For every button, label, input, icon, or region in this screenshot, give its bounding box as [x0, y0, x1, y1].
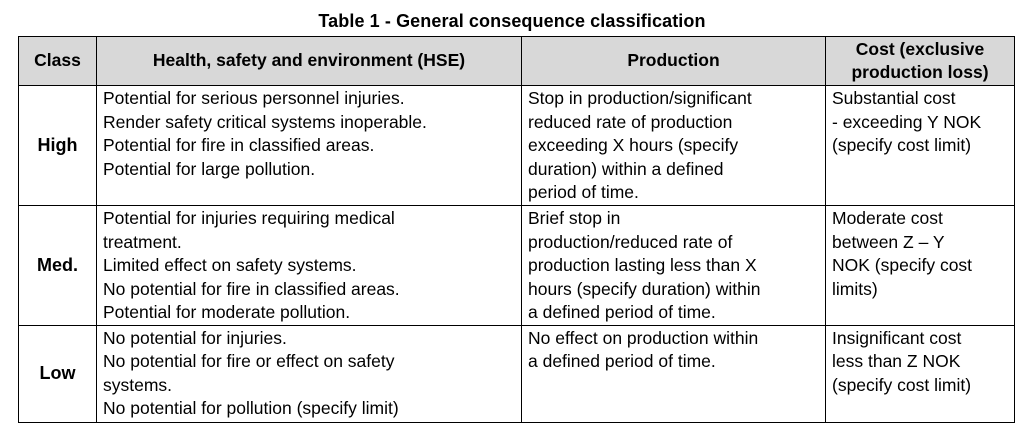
header-class: Class	[19, 37, 97, 86]
cell-line: systems.	[103, 374, 173, 395]
header-cost-line: Cost (exclusive	[855, 38, 985, 59]
table-header-row	[19, 37, 1015, 86]
cell-line: Insignificant cost	[832, 327, 962, 348]
hse-cell	[97, 206, 522, 326]
cell-line: a defined period of time.	[528, 351, 716, 371]
class-cell: Low	[19, 325, 97, 422]
cell-line: No potential for fire in classified areas.	[103, 278, 400, 299]
cell-line: No potential for injuries.	[103, 327, 287, 348]
cell-line: hours (specify duration) within	[528, 278, 761, 299]
cell-line: (specify cost limit)	[832, 374, 972, 395]
cell-line: Substantial cost	[832, 88, 956, 108]
cost-cell	[826, 206, 1015, 326]
cost-cell	[826, 325, 1015, 422]
cell-line: limits)	[832, 278, 878, 299]
header-cost-line: production loss)	[851, 62, 989, 82]
cell-line: production/reduced rate of	[528, 231, 733, 252]
cell-line: No potential for pollution (specify limit)	[103, 398, 399, 418]
production-cell	[522, 206, 826, 326]
cell-line: NOK (specify cost	[832, 255, 973, 275]
cell-line: Potential for moderate pollution.	[103, 302, 351, 322]
cell-line: Potential for serious personnel injuries.	[103, 88, 405, 108]
cell-line: No potential for fire or effect on safety	[103, 351, 395, 371]
cell-line: Potential for large pollution.	[103, 158, 316, 179]
cell-line: reduced rate of production	[528, 111, 733, 132]
cell-line: less than Z NOK	[832, 351, 961, 371]
cell-line: No effect on production within	[528, 327, 759, 348]
cell-line: production lasting less than X	[528, 255, 757, 275]
cell-line: treatment.	[103, 231, 182, 252]
header-hse: Health, safety and environment (HSE)	[97, 37, 522, 86]
cell-line: Potential for injuries requiring medical	[103, 208, 395, 228]
hse-cell	[97, 325, 522, 422]
cell-line: Render safety critical systems inoperable.	[103, 111, 427, 132]
cell-line: Moderate cost	[832, 208, 943, 228]
cell-line: Potential for fire in classified areas.	[103, 135, 375, 155]
cell-line: duration) within a defined	[528, 158, 724, 179]
table-row-med	[19, 206, 1015, 326]
table-row-low	[19, 325, 1015, 422]
cell-line: exceeding X hours (specify	[528, 135, 739, 155]
production-cell	[522, 86, 826, 206]
table-row-high	[19, 86, 1015, 206]
cell-line: Brief stop in	[528, 208, 621, 228]
production-cell	[522, 325, 826, 422]
table-caption: Table 1 - General consequence classification	[318, 11, 706, 31]
consequence-classification-table	[18, 36, 1015, 423]
cell-line: Limited effect on safety systems.	[103, 255, 357, 275]
class-cell: High	[19, 86, 97, 206]
cell-line: Stop in production/significant	[528, 88, 752, 108]
cell-line: - exceeding Y NOK	[832, 111, 982, 132]
cell-line: between Z – Y	[832, 231, 945, 252]
cell-line: a defined period of time.	[528, 302, 716, 322]
hse-cell	[97, 86, 522, 206]
cost-cell	[826, 86, 1015, 206]
cell-line: period of time.	[528, 182, 639, 202]
header-production: Production	[522, 37, 826, 86]
cell-line: (specify cost limit)	[832, 135, 972, 155]
class-cell: Med.	[19, 206, 97, 326]
header-cost	[826, 37, 1015, 86]
